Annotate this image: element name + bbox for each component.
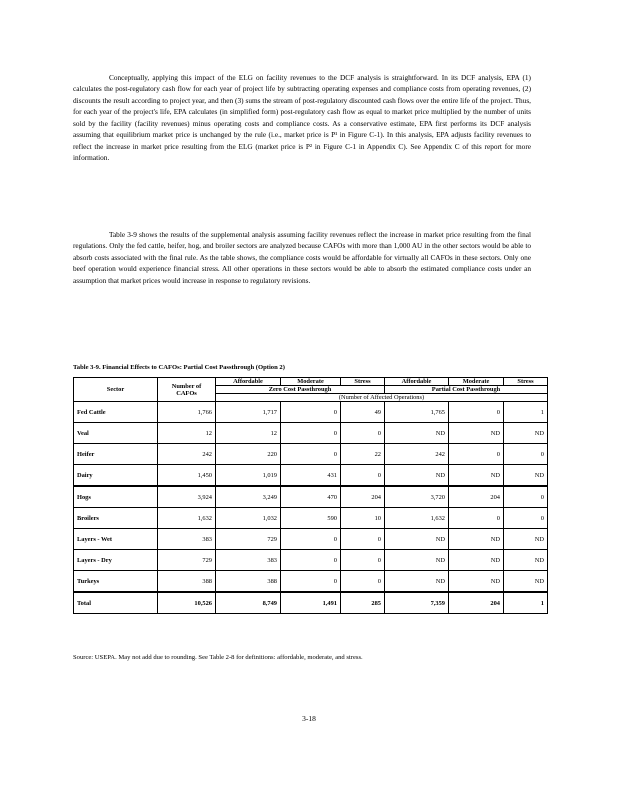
value-cell-za: 8,749 [216, 592, 281, 614]
value-cell-n: 1,632 [158, 508, 216, 529]
table-row [74, 423, 548, 444]
table-row [74, 592, 548, 614]
header-sector: Sector [74, 378, 158, 402]
table-caption: Table 3-9. Financial Effects to CAFOs: Partial Cost Passthrough (Option 2) [73, 364, 285, 371]
sector-cell: Fed Cattle [74, 402, 158, 423]
header-zero-stress: Stress [341, 378, 385, 386]
value-cell-n: 3,924 [158, 486, 216, 508]
value-cell-n: 10,526 [158, 592, 216, 614]
paragraph-conceptually: Conceptually, applying this impact of the ELG on facility revenues to the DCF analysis is straightforward. In its DCF analysis, EPA (1) calculates the post-regulatory cash flow for each year of project life by subtracting operating expenses and compliance costs from operating revenues, (2) discounts the result according to project year, and then (3) sums the stream of post-regulatory discounted cash flows over the entire life of the project. Thus, for each year of the project's life, EPA calculates (in simplified form) post-regulatory cash flow as equal to market price multiplied by the number of units sold by the facility (facility revenues) minus operating costs and compliance costs. As a conservative estimate, EPA first performs its DCF analysis assuming that equilibrium market price is unchanged by the rule (i.e., market price is P¹ in Figure C-1). In this analysis, EPA adjusts facility revenues to reflect the increase in market price resulting from the ELG (market price is P² in Figure C-1 in Appendix C). See Appendix C of this report for more information. [73, 73, 531, 163]
value-cell-ps: 0 [504, 508, 548, 529]
sector-cell: Total [74, 592, 158, 614]
value-cell-za: 3,249 [216, 486, 281, 508]
value-cell-ps: ND [504, 529, 548, 550]
value-cell-za: 220 [216, 444, 281, 465]
value-cell-pa: ND [385, 571, 449, 593]
financial-effects-table [73, 377, 548, 614]
value-cell-ps: 1 [504, 402, 548, 423]
value-cell-za: 12 [216, 423, 281, 444]
value-cell-pa: ND [385, 423, 449, 444]
header-partial-stress: Stress [504, 378, 548, 386]
paragraph-table-3-9-results: Table 3-9 shows the results of the supplemental analysis assuming facility revenues reflect the increase in market price resulting from the final regulations. Only the fed cattle, heifer, hog, and broiler sectors are analyzed because CAFOs with more than 1,000 AU in the other sectors would be able to absorb costs associated with the final rule. As the table shows, the compliance costs would be affordable for virtually all CAFOs in these sectors. Only one beef operation would experience financial stress. All other operations in these sectors would be able to absorb the estimated compliance costs under an assumption that market prices would increase in response to regulatory revisions. [73, 230, 531, 285]
value-cell-pm: ND [449, 571, 504, 593]
value-cell-zm: 1,491 [281, 592, 341, 614]
table-row [74, 465, 548, 487]
header-partial-affordable: Affordable [385, 378, 449, 386]
header-zero-moderate: Moderate [281, 378, 341, 386]
sector-cell: Layers - Wet [74, 529, 158, 550]
header-partial-cost-passthrough: Partial Cost Passthrough [385, 386, 548, 394]
value-cell-pa: 1,765 [385, 402, 449, 423]
value-cell-pa: 242 [385, 444, 449, 465]
sector-cell: Layers - Dry [74, 550, 158, 571]
value-cell-zm: 0 [281, 402, 341, 423]
value-cell-za: 1,032 [216, 508, 281, 529]
value-cell-n: 1,450 [158, 465, 216, 487]
value-cell-n: 12 [158, 423, 216, 444]
sector-cell: Veal [74, 423, 158, 444]
sector-cell: Hogs [74, 486, 158, 508]
value-cell-ps: ND [504, 571, 548, 593]
sector-cell: Turkeys [74, 571, 158, 593]
header-number-of-cafos: Number of CAFOs [158, 378, 216, 402]
value-cell-zm: 0 [281, 550, 341, 571]
value-cell-zm: 0 [281, 423, 341, 444]
value-cell-zs: 0 [341, 465, 385, 487]
value-cell-n: 729 [158, 550, 216, 571]
header-zero-affordable: Affordable [216, 378, 281, 386]
value-cell-zs: 204 [341, 486, 385, 508]
value-cell-za: 388 [216, 571, 281, 593]
value-cell-ps: ND [504, 423, 548, 444]
value-cell-zm: 0 [281, 444, 341, 465]
value-cell-ps: 0 [504, 444, 548, 465]
value-cell-zm: 470 [281, 486, 341, 508]
value-cell-pm: 0 [449, 508, 504, 529]
value-cell-zs: 0 [341, 571, 385, 593]
value-cell-n: 1,766 [158, 402, 216, 423]
value-cell-zs: 0 [341, 423, 385, 444]
value-cell-za: 1,019 [216, 465, 281, 487]
value-cell-n: 383 [158, 529, 216, 550]
value-cell-zs: 22 [341, 444, 385, 465]
value-cell-ps: 0 [504, 486, 548, 508]
value-cell-pm: 0 [449, 402, 504, 423]
value-cell-n: 388 [158, 571, 216, 593]
table-source-note: Source: USEPA. May not add due to rounding. See Table 2-8 for definitions: affordable, moderate, and stress. [73, 654, 363, 661]
sector-cell: Heifer [74, 444, 158, 465]
table-row [74, 444, 548, 465]
value-cell-zs: 0 [341, 529, 385, 550]
value-cell-zs: 0 [341, 550, 385, 571]
value-cell-za: 383 [216, 550, 281, 571]
sector-cell: Broilers [74, 508, 158, 529]
value-cell-pa: ND [385, 465, 449, 487]
value-cell-zm: 431 [281, 465, 341, 487]
header-zero-cost-passthrough: Zero Cost Passthrough [216, 386, 385, 394]
value-cell-pa: ND [385, 550, 449, 571]
value-cell-pm: ND [449, 465, 504, 487]
value-cell-zs: 49 [341, 402, 385, 423]
value-cell-za: 1,717 [216, 402, 281, 423]
sector-cell: Dairy [74, 465, 158, 487]
page-number: 3-18 [302, 714, 316, 723]
value-cell-ps: 1 [504, 592, 548, 614]
value-cell-pm: 0 [449, 444, 504, 465]
table-row [74, 486, 548, 508]
value-cell-zm: 0 [281, 571, 341, 593]
table-row [74, 550, 548, 571]
value-cell-pm: ND [449, 529, 504, 550]
value-cell-zm: 590 [281, 508, 341, 529]
value-cell-pa: ND [385, 529, 449, 550]
value-cell-pa: 3,720 [385, 486, 449, 508]
header-units: (Number of Affected Operations) [216, 394, 548, 402]
value-cell-zs: 10 [341, 508, 385, 529]
table-row [74, 571, 548, 593]
value-cell-pa: 1,632 [385, 508, 449, 529]
table-row [74, 508, 548, 529]
value-cell-ps: ND [504, 465, 548, 487]
value-cell-pm: ND [449, 423, 504, 444]
value-cell-za: 729 [216, 529, 281, 550]
value-cell-pm: 204 [449, 592, 504, 614]
value-cell-pa: 7,359 [385, 592, 449, 614]
value-cell-ps: ND [504, 550, 548, 571]
value-cell-zm: 0 [281, 529, 341, 550]
header-partial-moderate: Moderate [449, 378, 504, 386]
value-cell-pm: 204 [449, 486, 504, 508]
value-cell-n: 242 [158, 444, 216, 465]
value-cell-zs: 285 [341, 592, 385, 614]
table-row [74, 529, 548, 550]
table-row [74, 402, 548, 423]
value-cell-pm: ND [449, 550, 504, 571]
